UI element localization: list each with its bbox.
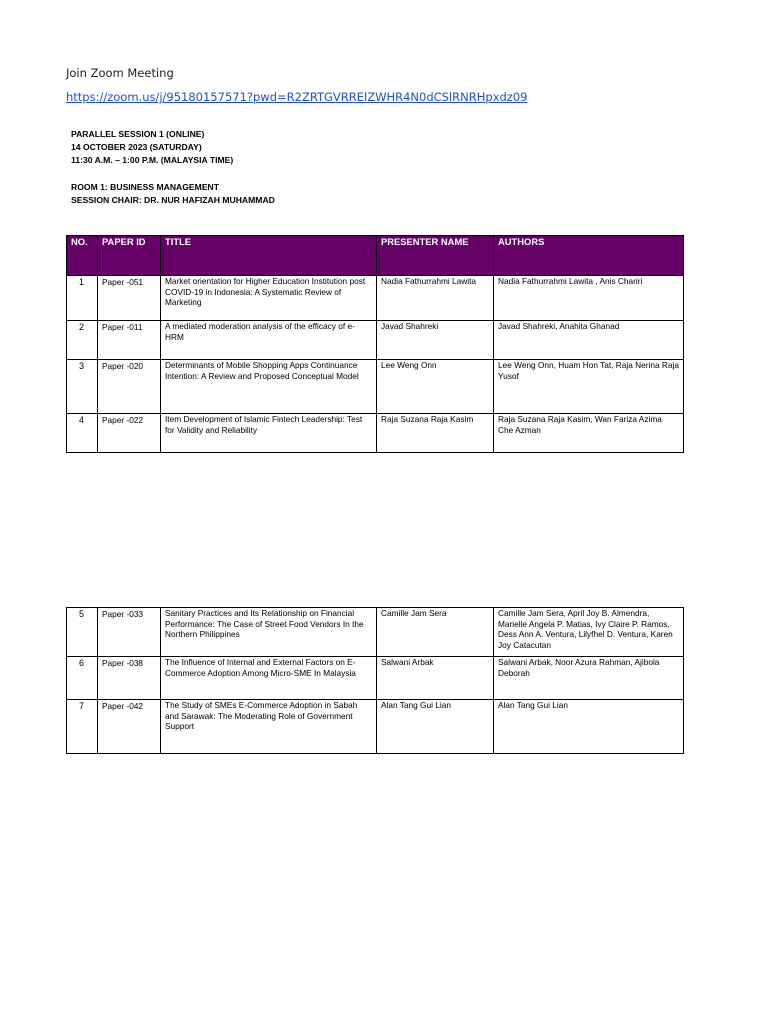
row-title: The Study of SMEs E-Commerce Adoption in Sabah and Sarawak: The Moderating Role of Government Support [161, 700, 377, 754]
row-authors: Lee Weng Onn, Huam Hon Tat, Raja Nerina Raja Yusof [494, 360, 684, 414]
table-row [67, 321, 684, 360]
row-no: 3 [67, 360, 98, 414]
row-authors: Javad Shahreki, Anahita Ghanad [494, 321, 684, 360]
row-authors: Nadia Fathurrahmi Lawita , Anis Chariri [494, 276, 684, 321]
header-title: TITLE [161, 236, 377, 276]
session-chair: SESSION CHAIR: DR. NUR HAFIZAH MUHAMMAD [71, 195, 275, 206]
row-authors: Camille Jam Sera, April Joy B. Almendra, Marielle Angela P. Matias, Ivy Claire P. Ramos, Dess Ann A. Ventura, Lilyfhel D. Ventura, Karen Joy Catacutan [494, 608, 684, 657]
table-row [67, 657, 684, 700]
row-presenter: Alan Tang Gui Lian [377, 700, 494, 754]
row-no: 2 [67, 321, 98, 360]
row-presenter: Salwani Arbak [377, 657, 494, 700]
schedule-table-part-2 [66, 607, 684, 754]
row-presenter: Raja Suzana Raja Kasim [377, 414, 494, 453]
row-no: 5 [67, 608, 98, 657]
session-info [71, 128, 233, 168]
table-row [67, 700, 684, 754]
schedule-table-part-1 [66, 235, 684, 453]
table-row [67, 414, 684, 453]
table-row [67, 360, 684, 414]
row-title: Sanitary Practices and Its Relationship on Financial Performance: The Case of Street Food Vendors In the Northern Philippines [161, 608, 377, 657]
session-date: 14 OCTOBER 2023 (SATURDAY) [71, 142, 202, 153]
row-no: 4 [67, 414, 98, 453]
row-title: Determinants of Mobile Shopping Apps Continuance Intention: A Review and Proposed Conceptual Model [161, 360, 377, 414]
header-authors: AUTHORS [494, 236, 684, 276]
session-time: 11:30 A.M. – 1:00 P.M. (MALAYSIA TIME) [71, 155, 234, 166]
row-paper-id: Paper -020 [98, 360, 161, 414]
row-authors: Raja Suzana Raja Kasim, Wan Fariza Azima Che Azman [494, 414, 684, 453]
row-no: 6 [67, 657, 98, 700]
row-title: Item Development of Islamic Fintech Leadership: Test for Validity and Reliability [161, 414, 377, 453]
zoom-meeting-heading: Join Zoom Meeting [66, 66, 174, 80]
row-presenter: Lee Weng Onn [377, 360, 494, 414]
row-no: 1 [67, 276, 98, 321]
row-paper-id: Paper -022 [98, 414, 161, 453]
room-info [71, 181, 275, 207]
table-header-row [67, 236, 684, 276]
header-presenter-name: PRESENTER NAME [377, 236, 494, 276]
row-no: 7 [67, 700, 98, 754]
row-presenter: Javad Shahreki [377, 321, 494, 360]
row-presenter: Camille Jam Sera [377, 608, 494, 657]
row-authors: Salwani Arbak, Noor Azura Rahman, Ajibola Deborah [494, 657, 684, 700]
room-name: ROOM 1: BUSINESS MANAGEMENT [71, 182, 220, 192]
row-presenter: Nadia Fathurrahmi Lawita [377, 276, 494, 321]
row-paper-id: Paper -051 [98, 276, 161, 321]
row-title: A mediated moderation analysis of the efficacy of e-HRM [161, 321, 377, 360]
row-paper-id: Paper -033 [98, 608, 161, 657]
session-title: PARALLEL SESSION 1 (ONLINE) [71, 129, 205, 139]
row-paper-id: Paper -038 [98, 657, 161, 700]
table-row [67, 608, 684, 657]
row-paper-id: Paper -011 [98, 321, 161, 360]
table-row [67, 276, 684, 321]
row-title: Market orientation for Higher Education Institution post COVID-19 in Indonesia: A Systematic Review of Marketing [161, 276, 377, 321]
header-no: NO. [67, 236, 98, 276]
header-paper-id: PAPER ID [98, 236, 161, 276]
row-authors: Alan Tang Gui Lian [494, 700, 684, 754]
row-paper-id: Paper -042 [98, 700, 161, 754]
row-title: The Influence of Internal and External Factors on E-Commerce Adoption Among Micro-SME In Malaysia [161, 657, 377, 700]
zoom-meeting-link[interactable]: https://zoom.us/j/95180157571?pwd=R2ZRTGVRRElZWHR4N0dCSlRNRHpxdz09 [66, 90, 528, 104]
